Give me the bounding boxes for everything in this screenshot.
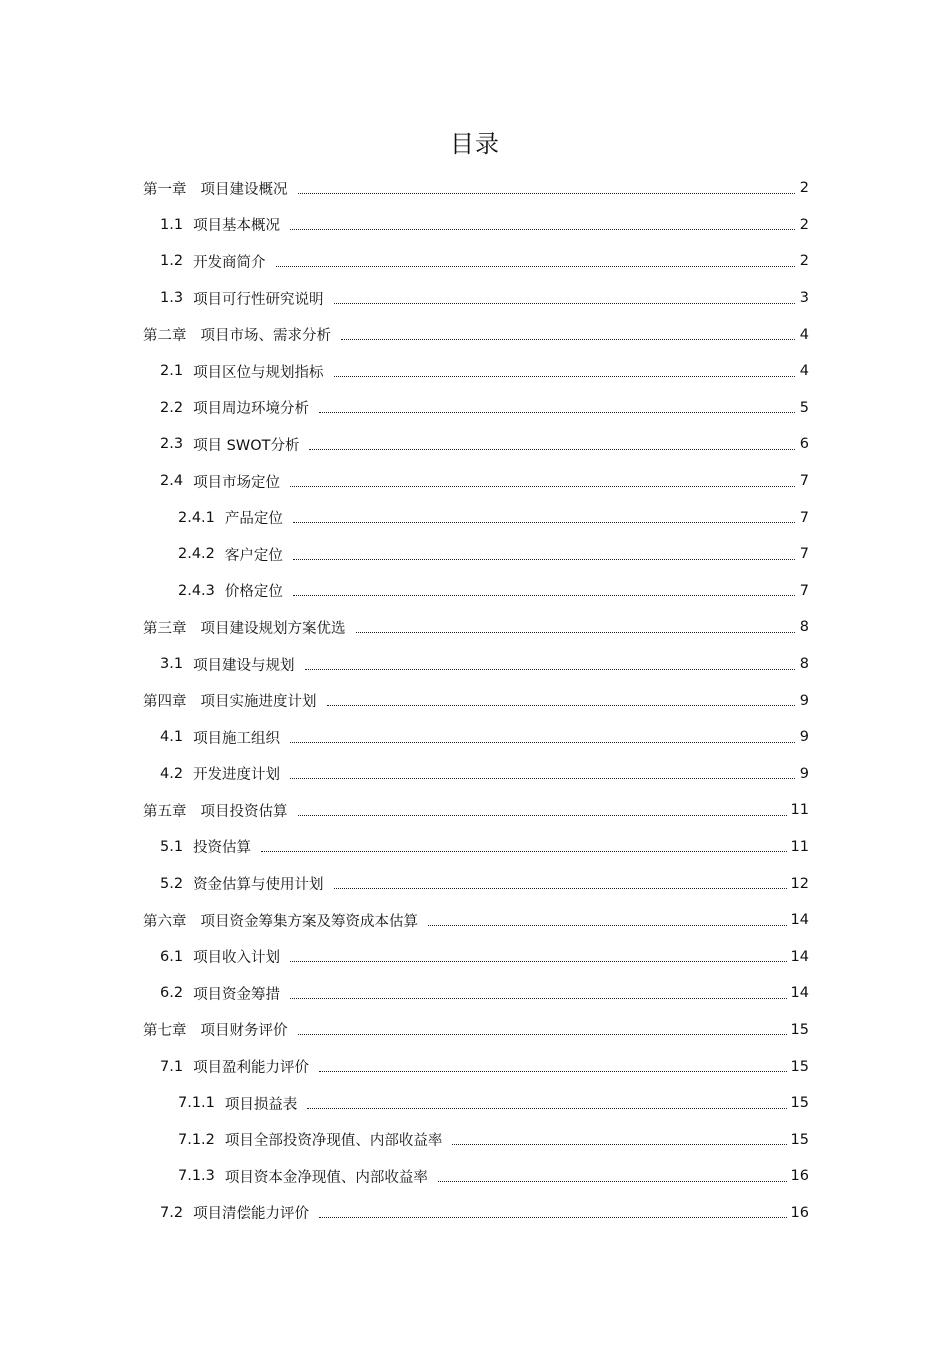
toc-entry-number: 5.1 (160, 838, 184, 855)
toc-entry-page-number: 14 (790, 985, 809, 1002)
toc-entry[interactable] (143, 499, 809, 536)
toc-entry[interactable] (143, 573, 809, 610)
dot-leader (452, 1144, 786, 1145)
toc-entry[interactable] (143, 1195, 809, 1232)
toc-entry-page-number: 15 (790, 1131, 809, 1148)
toc-entry[interactable] (143, 207, 809, 244)
toc-entry-page-number: 15 (790, 1021, 809, 1038)
toc-entry-title: 项目 SWOT分析 (193, 437, 300, 454)
dot-leader (293, 595, 795, 596)
toc-entry[interactable] (143, 1085, 809, 1122)
dot-leader (319, 1071, 786, 1072)
toc-entry[interactable] (143, 792, 809, 829)
toc-entry[interactable] (143, 390, 809, 427)
dot-leader (327, 705, 796, 706)
toc-entry[interactable] (143, 719, 809, 756)
dot-leader (290, 961, 786, 962)
toc-entry-page-number: 11 (790, 802, 809, 819)
toc-entry-number: 6.1 (160, 948, 184, 965)
dot-leader (341, 339, 795, 340)
toc-entry[interactable] (143, 316, 809, 353)
toc-entry-page-number: 7 (799, 546, 809, 563)
dot-leader (290, 998, 786, 999)
toc-entry-title: 项目收入计划 (193, 950, 281, 967)
toc-entry-title: 项目全部投资净现值、内部收益率 (224, 1133, 443, 1150)
dot-leader (334, 303, 795, 304)
page-title: 目录 (450, 130, 500, 158)
toc-entry-page-number: 7 (799, 473, 809, 490)
toc-entry-page-number: 7 (799, 582, 809, 599)
toc-entry-page-number: 8 (799, 656, 809, 673)
toc-entry[interactable] (143, 280, 809, 317)
dot-leader (309, 449, 795, 450)
toc-entry-page-number: 14 (790, 912, 809, 929)
dot-leader (438, 1181, 787, 1182)
toc-entry-number: 2.4.1 (178, 509, 215, 526)
toc-entry[interactable] (143, 170, 809, 207)
toc-entry-number: 第二章 (143, 328, 187, 345)
toc-entry[interactable] (143, 243, 809, 280)
dot-leader (293, 522, 795, 523)
dot-leader (298, 815, 787, 816)
toc-entry-title: 项目基本概况 (193, 218, 281, 235)
toc-entry-title: 项目施工组织 (193, 730, 281, 747)
toc-entry-title: 开发进度计划 (193, 767, 281, 784)
toc-entry-title: 价格定位 (224, 584, 283, 601)
dot-leader (307, 1108, 786, 1109)
toc-entry-title: 项目财务评价 (200, 1023, 288, 1040)
toc-entry-title: 项目可行性研究说明 (193, 291, 324, 308)
toc-entry-title: 项目区位与规划指标 (193, 364, 324, 381)
toc-entry[interactable] (143, 1048, 809, 1085)
toc-entry-number: 第五章 (143, 803, 187, 820)
toc-entry-title: 项目周边环境分析 (193, 401, 310, 418)
toc-entry-page-number: 7 (799, 509, 809, 526)
toc-entry-number: 2.3 (160, 436, 184, 453)
toc-entry-page-number: 15 (790, 1058, 809, 1075)
toc-entry-title: 项目建设与规划 (193, 657, 295, 674)
toc-entry-page-number: 2 (799, 216, 809, 233)
toc-entry[interactable] (143, 756, 809, 793)
toc-entry-page-number: 11 (790, 838, 809, 855)
toc-entry-title: 项目市场定位 (193, 474, 281, 491)
toc-entry-title: 项目实施进度计划 (200, 694, 317, 711)
toc-entry-number: 6.2 (160, 985, 184, 1002)
toc-entry-number: 第三章 (143, 620, 187, 637)
dot-leader (290, 742, 795, 743)
dot-leader (334, 376, 795, 377)
toc-entry[interactable] (143, 1158, 809, 1195)
toc-entry-number: 4.1 (160, 729, 184, 746)
dot-leader (298, 1034, 787, 1035)
dot-leader (428, 925, 787, 926)
dot-leader (305, 669, 795, 670)
toc-entry[interactable] (143, 1012, 809, 1049)
toc-entry-number: 5.2 (160, 875, 184, 892)
toc-entry-title: 投资估算 (193, 840, 252, 857)
toc-entry-number: 1.3 (160, 290, 184, 307)
toc-entry-title: 项目资金筹集方案及筹资成本估算 (200, 913, 418, 930)
toc-entry-number: 7.1.3 (178, 1168, 215, 1185)
toc-entry-page-number: 15 (790, 1095, 809, 1112)
toc-entry-page-number: 9 (799, 765, 809, 782)
toc-entry-page-number: 5 (799, 399, 809, 416)
toc-entry-number: 4.2 (160, 765, 184, 782)
toc-entry-title: 客户定位 (224, 547, 283, 564)
toc-entry-page-number: 2 (799, 180, 809, 197)
toc-entry[interactable] (143, 682, 809, 719)
dot-leader (261, 851, 786, 852)
toc-entry[interactable] (143, 829, 809, 866)
dot-leader (290, 229, 795, 230)
dot-leader (319, 1217, 786, 1218)
toc-entry[interactable] (143, 902, 809, 939)
toc-entry-page-number: 6 (799, 436, 809, 453)
toc-entry-title: 资金估算与使用计划 (193, 877, 324, 894)
table-of-contents (143, 170, 809, 1231)
toc-entry[interactable] (143, 536, 809, 573)
toc-entry-number: 3.1 (160, 656, 184, 673)
toc-entry-number: 2.4 (160, 473, 184, 490)
toc-entry-page-number: 9 (799, 729, 809, 746)
toc-entry[interactable] (143, 975, 809, 1012)
dot-leader (319, 412, 795, 413)
toc-entry-page-number: 4 (799, 363, 809, 380)
toc-entry-number: 1.1 (160, 216, 184, 233)
toc-entry[interactable] (143, 463, 809, 500)
toc-entry-number: 2.2 (160, 399, 184, 416)
dot-leader (298, 193, 796, 194)
toc-entry-page-number: 4 (799, 326, 809, 343)
toc-entry-title: 项目投资估算 (200, 803, 288, 820)
toc-entry-number: 7.2 (160, 1204, 184, 1221)
toc-entry-number: 7.1 (160, 1058, 184, 1075)
toc-entry[interactable] (143, 865, 809, 902)
toc-entry-number: 第六章 (143, 913, 187, 930)
toc-entry[interactable] (143, 938, 809, 975)
toc-entry-title: 开发商简介 (193, 254, 266, 271)
toc-entry-title: 项目损益表 (224, 1096, 298, 1113)
toc-entry[interactable] (143, 609, 809, 646)
dot-leader (293, 559, 795, 560)
toc-entry-title: 产品定位 (224, 511, 283, 528)
toc-entry-page-number: 12 (790, 875, 809, 892)
toc-entry-number: 第七章 (143, 1023, 187, 1040)
toc-entry[interactable] (143, 1121, 809, 1158)
toc-entry-number: 第一章 (143, 181, 187, 198)
toc-entry-page-number: 14 (790, 948, 809, 965)
toc-entry-page-number: 9 (799, 692, 809, 709)
toc-entry-number: 2.4.2 (178, 546, 215, 563)
toc-entry-number: 7.1.2 (178, 1131, 215, 1148)
dot-leader (290, 486, 795, 487)
toc-entry-page-number: 16 (790, 1168, 809, 1185)
dot-leader (334, 888, 787, 889)
dot-leader (276, 266, 795, 267)
toc-entry-title: 项目盈利能力评价 (193, 1060, 310, 1077)
toc-entry-number: 1.2 (160, 253, 184, 270)
toc-entry-number: 第四章 (143, 694, 187, 711)
toc-entry-title: 项目资本金净现值、内部收益率 (224, 1169, 428, 1186)
toc-entry-page-number: 8 (799, 619, 809, 636)
toc-entry-title: 项目资金筹措 (193, 986, 281, 1003)
toc-entry[interactable] (143, 426, 809, 463)
toc-entry-page-number: 2 (799, 253, 809, 270)
toc-entry[interactable] (143, 353, 809, 390)
toc-entry-page-number: 3 (799, 290, 809, 307)
toc-entry-number: 2.4.3 (178, 582, 215, 599)
toc-entry[interactable] (143, 646, 809, 683)
dot-leader (356, 632, 796, 633)
toc-entry-title: 项目建设规划方案优选 (200, 620, 346, 637)
dot-leader (290, 778, 795, 779)
toc-entry-title: 项目市场、需求分析 (200, 328, 331, 345)
toc-entry-page-number: 16 (790, 1204, 809, 1221)
toc-entry-title: 项目清偿能力评价 (193, 1206, 310, 1223)
toc-entry-title: 项目建设概况 (200, 181, 288, 198)
toc-entry-number: 7.1.1 (178, 1095, 215, 1112)
toc-entry-number: 2.1 (160, 363, 184, 380)
